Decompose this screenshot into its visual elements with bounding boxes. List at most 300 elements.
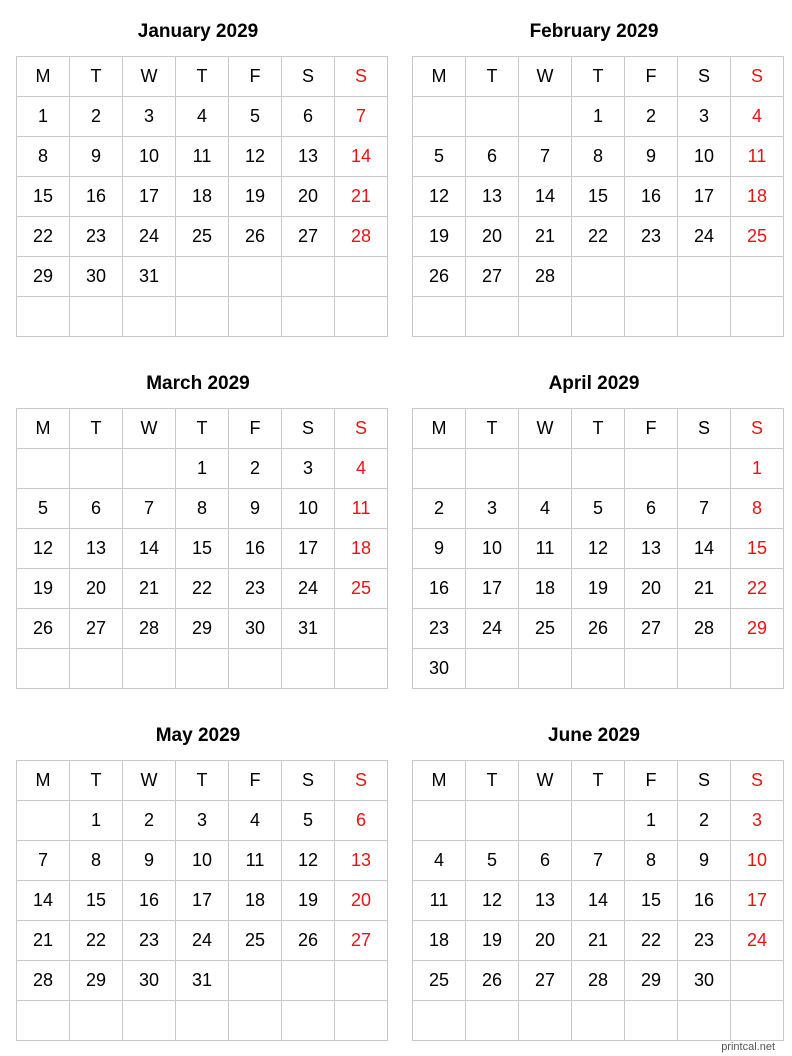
day-cell: 8 [70,841,123,881]
day-cell: 23 [678,921,731,961]
day-cell: 20 [519,921,572,961]
day-cell: 22 [70,921,123,961]
weekday-header: T [70,57,123,97]
day-cell: 14 [123,529,176,569]
day-cell: 3 [282,449,335,489]
day-cell: 26 [466,961,519,1001]
day-cell: 10 [176,841,229,881]
day-cell: 2 [413,489,466,529]
day-cell: 3 [678,97,731,137]
day-cell: 25 [335,569,388,609]
day-cell: 30 [413,649,466,689]
empty-day-cell [229,961,282,1001]
month-grid [412,56,784,337]
empty-day-cell [70,1001,123,1041]
weekday-header: T [466,57,519,97]
empty-day-cell [413,1001,466,1041]
weekday-header: W [123,409,176,449]
day-cell: 16 [229,529,282,569]
day-cell: 15 [17,177,70,217]
day-cell: 28 [17,961,70,1001]
week-row [17,609,388,649]
empty-day-cell [572,449,625,489]
weekday-header: S [335,57,388,97]
month-april [412,373,776,689]
week-row [17,217,388,257]
empty-day-cell [335,257,388,297]
day-cell: 31 [282,609,335,649]
week-row [17,961,388,1001]
empty-day-cell [466,801,519,841]
day-cell: 3 [731,801,784,841]
empty-day-cell [335,649,388,689]
empty-day-cell [70,649,123,689]
day-cell: 9 [678,841,731,881]
week-row [17,137,388,177]
weekday-header: T [466,761,519,801]
day-cell: 8 [572,137,625,177]
empty-day-cell [519,1001,572,1041]
day-cell: 5 [413,137,466,177]
day-cell: 28 [572,961,625,1001]
day-cell: 10 [282,489,335,529]
day-cell: 2 [625,97,678,137]
day-cell: 15 [625,881,678,921]
day-cell: 13 [519,881,572,921]
day-cell: 28 [335,217,388,257]
day-cell: 16 [678,881,731,921]
day-cell: 21 [17,921,70,961]
week-row [17,489,388,529]
month-title: January 2029 [137,21,259,42]
day-cell: 30 [678,961,731,1001]
day-cell: 21 [335,177,388,217]
day-cell: 11 [335,489,388,529]
empty-day-cell [519,449,572,489]
week-row [413,649,784,689]
week-row [413,257,784,297]
day-cell: 20 [466,217,519,257]
day-cell: 30 [70,257,123,297]
day-cell: 29 [176,609,229,649]
day-cell: 16 [625,177,678,217]
weekday-header: S [731,409,784,449]
weekday-header-row [413,409,784,449]
week-row [413,489,784,529]
day-cell: 10 [123,137,176,177]
weekday-header: W [519,761,572,801]
day-cell: 9 [123,841,176,881]
day-cell: 20 [282,177,335,217]
empty-day-cell [17,649,70,689]
week-row [413,961,784,1001]
empty-day-cell [282,257,335,297]
empty-day-cell [625,257,678,297]
empty-day-cell [282,1001,335,1041]
empty-day-cell [572,1001,625,1041]
empty-day-cell [282,297,335,337]
day-cell: 25 [176,217,229,257]
day-cell: 19 [413,217,466,257]
day-cell: 26 [229,217,282,257]
day-cell: 5 [229,97,282,137]
day-cell: 24 [176,921,229,961]
day-cell: 27 [335,921,388,961]
day-cell: 13 [335,841,388,881]
weekday-header: T [176,409,229,449]
day-cell: 29 [70,961,123,1001]
weekday-header: M [17,57,70,97]
weekday-header: S [678,57,731,97]
weekday-header-row [17,761,388,801]
weekday-header: S [731,57,784,97]
day-cell: 4 [229,801,282,841]
week-row [413,801,784,841]
empty-day-cell [519,649,572,689]
day-cell: 11 [176,137,229,177]
empty-day-cell [229,257,282,297]
weekday-header: F [625,409,678,449]
day-cell: 30 [229,609,282,649]
month-march [16,373,380,689]
day-cell: 14 [17,881,70,921]
day-cell: 20 [335,881,388,921]
day-cell: 15 [176,529,229,569]
day-cell: 26 [413,257,466,297]
month-grid [412,760,784,1041]
empty-day-cell [731,297,784,337]
weekday-header: W [519,57,572,97]
day-cell: 17 [176,881,229,921]
week-row [17,177,388,217]
empty-day-cell [625,449,678,489]
week-row [17,297,388,337]
day-cell: 14 [519,177,572,217]
weekday-header: T [466,409,519,449]
day-cell: 26 [282,921,335,961]
empty-day-cell [229,297,282,337]
empty-day-cell [678,449,731,489]
empty-day-cell [229,1001,282,1041]
week-row [413,97,784,137]
day-cell: 6 [335,801,388,841]
week-row [413,1001,784,1041]
weekday-header: T [572,409,625,449]
day-cell: 12 [229,137,282,177]
day-cell: 10 [731,841,784,881]
empty-day-cell [123,1001,176,1041]
day-cell: 23 [123,921,176,961]
empty-day-cell [731,649,784,689]
empty-day-cell [70,297,123,337]
week-row [17,881,388,921]
day-cell: 27 [466,257,519,297]
day-cell: 9 [625,137,678,177]
empty-day-cell [282,961,335,1001]
week-row [413,529,784,569]
weekday-header: M [413,57,466,97]
week-row [413,921,784,961]
empty-day-cell [572,649,625,689]
day-cell: 1 [17,97,70,137]
weekday-header: W [123,761,176,801]
empty-day-cell [678,257,731,297]
day-cell: 18 [229,881,282,921]
weekday-header: M [17,409,70,449]
weekday-header: S [678,409,731,449]
month-title: April 2029 [548,373,640,394]
day-cell: 2 [70,97,123,137]
day-cell: 8 [17,137,70,177]
day-cell: 15 [731,529,784,569]
empty-day-cell [678,297,731,337]
empty-day-cell [413,449,466,489]
day-cell: 22 [17,217,70,257]
empty-day-cell [466,449,519,489]
day-cell: 19 [229,177,282,217]
day-cell: 7 [678,489,731,529]
day-cell: 21 [572,921,625,961]
day-cell: 11 [229,841,282,881]
week-row [17,921,388,961]
day-cell: 2 [678,801,731,841]
month-title: June 2029 [548,725,640,746]
week-row [413,841,784,881]
week-row [17,97,388,137]
weekday-header-row [413,761,784,801]
empty-day-cell [335,1001,388,1041]
day-cell: 18 [335,529,388,569]
week-row [17,649,388,689]
day-cell: 6 [282,97,335,137]
day-cell: 12 [413,177,466,217]
site-credit: printcal.net [721,1041,775,1053]
empty-day-cell [17,297,70,337]
day-cell: 2 [123,801,176,841]
day-cell: 24 [466,609,519,649]
empty-day-cell [123,449,176,489]
day-cell: 13 [466,177,519,217]
day-cell: 19 [17,569,70,609]
day-cell: 1 [70,801,123,841]
empty-day-cell [572,801,625,841]
empty-day-cell [625,649,678,689]
weekday-header: M [413,409,466,449]
day-cell: 23 [70,217,123,257]
empty-day-cell [70,449,123,489]
day-cell: 25 [519,609,572,649]
weekday-header: F [229,409,282,449]
day-cell: 22 [731,569,784,609]
day-cell: 1 [176,449,229,489]
weekday-header: M [413,761,466,801]
empty-day-cell [413,97,466,137]
day-cell: 9 [70,137,123,177]
day-cell: 14 [572,881,625,921]
week-row [17,801,388,841]
day-cell: 7 [519,137,572,177]
week-row [413,569,784,609]
day-cell: 25 [413,961,466,1001]
month-june [412,725,776,1041]
day-cell: 28 [678,609,731,649]
empty-day-cell [625,297,678,337]
day-cell: 20 [70,569,123,609]
day-cell: 3 [466,489,519,529]
day-cell: 9 [413,529,466,569]
day-cell: 6 [70,489,123,529]
day-cell: 26 [17,609,70,649]
day-cell: 31 [176,961,229,1001]
day-cell: 22 [572,217,625,257]
week-row [17,569,388,609]
day-cell: 29 [625,961,678,1001]
day-cell: 28 [123,609,176,649]
empty-day-cell [176,257,229,297]
weekday-header: T [176,57,229,97]
day-cell: 17 [123,177,176,217]
day-cell: 27 [70,609,123,649]
day-cell: 11 [731,137,784,177]
empty-day-cell [17,1001,70,1041]
day-cell: 25 [731,217,784,257]
day-cell: 4 [413,841,466,881]
day-cell: 7 [17,841,70,881]
day-cell: 18 [519,569,572,609]
weekday-header: T [70,409,123,449]
day-cell: 18 [176,177,229,217]
weekday-header-row [17,57,388,97]
day-cell: 1 [731,449,784,489]
day-cell: 12 [466,881,519,921]
day-cell: 7 [335,97,388,137]
weekday-header: S [282,409,335,449]
weekday-header: F [625,57,678,97]
empty-day-cell [335,297,388,337]
weekday-header: S [335,761,388,801]
empty-day-cell [176,649,229,689]
weekday-header-row [413,57,784,97]
day-cell: 5 [572,489,625,529]
weekday-header: W [123,57,176,97]
day-cell: 31 [123,257,176,297]
day-cell: 13 [282,137,335,177]
day-cell: 9 [229,489,282,529]
month-grid [16,56,388,337]
empty-day-cell [335,609,388,649]
empty-day-cell [519,801,572,841]
month-title: March 2029 [146,373,250,394]
weekday-header: S [678,761,731,801]
day-cell: 7 [123,489,176,529]
day-cell: 13 [70,529,123,569]
empty-day-cell [572,297,625,337]
day-cell: 8 [625,841,678,881]
day-cell: 12 [282,841,335,881]
empty-day-cell [413,801,466,841]
weekday-header: T [572,761,625,801]
day-cell: 8 [176,489,229,529]
week-row [413,609,784,649]
day-cell: 17 [282,529,335,569]
day-cell: 23 [625,217,678,257]
empty-day-cell [282,649,335,689]
day-cell: 4 [335,449,388,489]
day-cell: 24 [678,217,731,257]
day-cell: 23 [229,569,282,609]
day-cell: 4 [176,97,229,137]
empty-day-cell [466,649,519,689]
empty-day-cell [335,961,388,1001]
weekday-header: S [335,409,388,449]
day-cell: 7 [572,841,625,881]
day-cell: 21 [519,217,572,257]
empty-day-cell [678,649,731,689]
day-cell: 11 [413,881,466,921]
week-row [413,449,784,489]
month-grid [16,408,388,689]
empty-day-cell [731,1001,784,1041]
week-row [17,1001,388,1041]
month-grid [412,408,784,689]
weekday-header: S [282,57,335,97]
day-cell: 30 [123,961,176,1001]
day-cell: 27 [625,609,678,649]
day-cell: 18 [413,921,466,961]
day-cell: 18 [731,177,784,217]
empty-day-cell [572,257,625,297]
weekday-header: F [229,57,282,97]
week-row [413,297,784,337]
empty-day-cell [17,449,70,489]
day-cell: 1 [625,801,678,841]
day-cell: 4 [731,97,784,137]
day-cell: 17 [466,569,519,609]
weekday-header-row [17,409,388,449]
week-row [17,529,388,569]
week-row [413,137,784,177]
day-cell: 10 [466,529,519,569]
day-cell: 19 [466,921,519,961]
empty-day-cell [123,297,176,337]
day-cell: 27 [519,961,572,1001]
day-cell: 3 [176,801,229,841]
day-cell: 29 [17,257,70,297]
weekday-header: W [519,409,572,449]
weekday-header: F [229,761,282,801]
day-cell: 6 [519,841,572,881]
day-cell: 25 [229,921,282,961]
day-cell: 6 [625,489,678,529]
month-may [16,725,380,1041]
empty-day-cell [731,257,784,297]
empty-day-cell [176,1001,229,1041]
day-cell: 16 [123,881,176,921]
empty-day-cell [466,1001,519,1041]
week-row [413,217,784,257]
day-cell: 17 [678,177,731,217]
month-title: February 2029 [529,21,659,42]
day-cell: 24 [731,921,784,961]
empty-day-cell [466,97,519,137]
empty-day-cell [413,297,466,337]
day-cell: 15 [70,881,123,921]
weekday-header: T [176,761,229,801]
day-cell: 21 [123,569,176,609]
weekday-header: S [282,761,335,801]
day-cell: 10 [678,137,731,177]
day-cell: 6 [466,137,519,177]
